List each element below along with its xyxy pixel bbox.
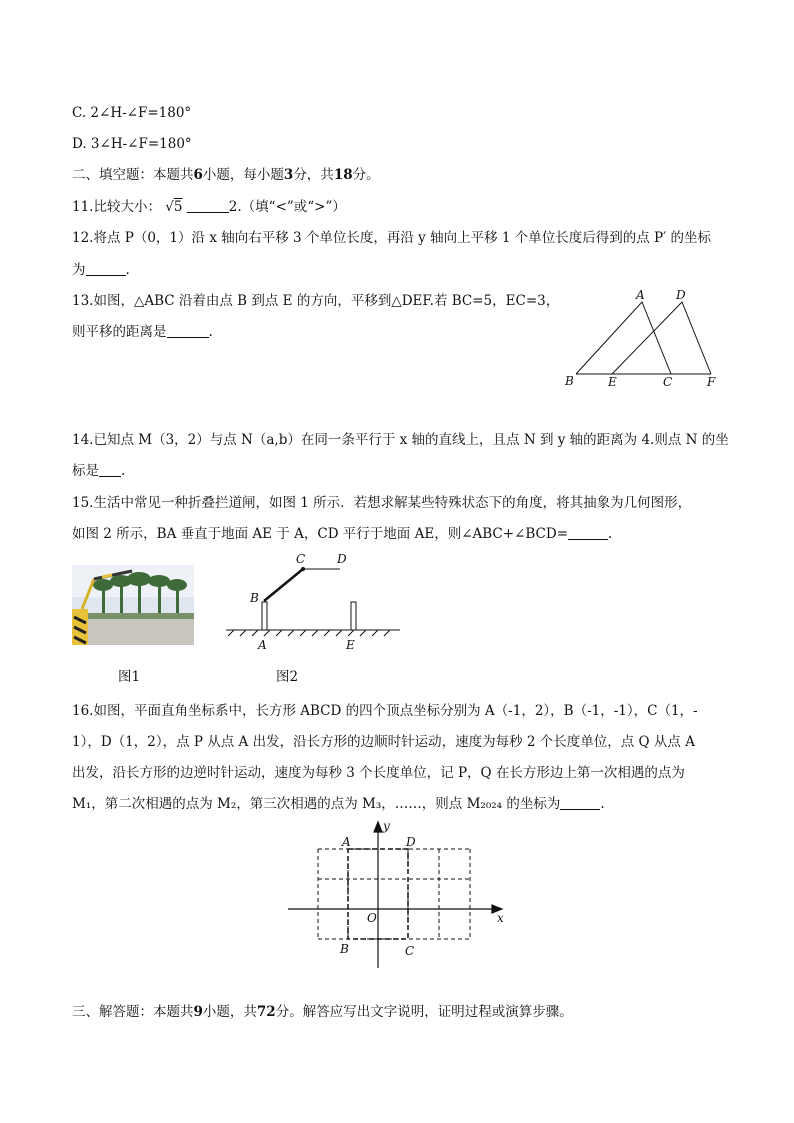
label-a: A: [342, 835, 351, 849]
q16-line2: 1），D（1，2），点 P 从点 A 出发，沿长方形的边顺时针运动，速度为每秒 2 个长度单位，点 Q 从点 A: [72, 734, 695, 750]
fig1-caption: 图1: [118, 669, 141, 685]
q14-answer-blank[interactable]: [99, 462, 121, 477]
post-e: [351, 602, 356, 630]
post-ba: [262, 602, 267, 630]
q12-line1: 12.将点 P（0，1）沿 x 轴向右平移 3 个单位长度，再沿 y 轴向上平移 1 个单位长度后得到的点 P′ 的坐标: [72, 230, 712, 246]
label-e: E: [346, 638, 355, 652]
fig2-caption: 图2: [276, 669, 299, 685]
gate-post: [72, 609, 88, 645]
label-c: C: [405, 944, 415, 958]
q13-line1: 13.如图，△ABC 沿着由点 B 到点 E 的方向，平移到△DEF.若 BC=5，EC=3，: [72, 293, 560, 309]
q15-answer-blank[interactable]: [568, 525, 608, 540]
label-a: A: [636, 290, 645, 302]
label-d: D: [337, 552, 347, 566]
point-c: [301, 567, 305, 571]
label-y: y: [383, 819, 390, 833]
q16-line1: 16.如图，平面直角坐标系中，长方形 ABCD 的四个顶点坐标分别为 A（-1，2），B（-1，-1），C（1，-: [72, 703, 698, 719]
label-f: F: [707, 375, 716, 389]
ground-hatching: [228, 630, 390, 636]
q15-line1: 15.生活中常见一种折叠拦道闸，如图 1 所示．若想求解某些特殊状态下的角度，将其抽象为几何图形，: [72, 495, 692, 511]
q12-line2: 为 .: [72, 262, 130, 278]
label-b: B: [250, 591, 259, 605]
sqrt-symbol: √: [165, 199, 174, 215]
segment-bc: [264, 569, 303, 601]
q16-line3: 出发，沿长方形的边逆时针运动，速度为每秒 3 个长度单位，记 P，Q 在长方形边上第一次相遇的点为: [72, 765, 685, 781]
label-e: E: [608, 375, 617, 389]
q14-line1: 14.已知点 M（3，2）与点 N（a,b）在同一条平行于 x 轴的直线上，且点 N 到 y 轴的距离为 4.则点 N 的坐: [72, 432, 729, 448]
q11-answer-blank[interactable]: [187, 198, 229, 213]
grid-dashed: [318, 849, 470, 939]
option-d: D. 3∠H-∠F=180°: [72, 136, 192, 152]
q15-geometry-figure: [222, 552, 404, 652]
section3-heading: 三、解答题：本题共9小题，共72分。解答应写出文字说明，证明过程或演算步骤。: [72, 1004, 573, 1020]
label-c: C: [296, 552, 306, 566]
section2-heading: 二、填空题：本题共6小题，每小题3分，共18分。: [72, 167, 380, 183]
q16-coordinate-figure: [284, 816, 512, 974]
q14-line2: 标是 .: [72, 463, 126, 479]
q13-answer-blank[interactable]: [167, 323, 209, 338]
label-x: x: [497, 911, 504, 925]
triangle-abc: [576, 302, 671, 374]
label-a: A: [258, 638, 267, 652]
y-axis-arrow: [374, 822, 382, 832]
q13-triangle-figure: [560, 290, 730, 390]
label-b: B: [565, 374, 574, 388]
q15-line2: 如图 2 所示，BA 垂直于地面 AE 于 A，CD 平行于地面 AE，则∠ABC+∠BCD= .: [72, 526, 613, 542]
q11-line: 11.比较大小： √5 2.（填“<”或“>”）: [72, 199, 346, 215]
q12-answer-blank[interactable]: [86, 261, 126, 276]
sqrt-radicand: 5: [173, 199, 183, 215]
q13-line2: 则平移的距离是 .: [72, 324, 213, 340]
label-o: O: [367, 911, 377, 925]
barrier-gate-photo: [72, 565, 194, 645]
option-c: C. 2∠H-∠F=180°: [72, 105, 192, 121]
triangle-def: [612, 302, 711, 374]
label-c: C: [663, 375, 673, 389]
label-d: D: [676, 290, 686, 302]
q16-answer-blank[interactable]: [560, 795, 600, 810]
q16-line4: M₁，第二次相遇的点为 M₂，第三次相遇的点为 M₃，……，则点 M₂₀₂₄ 的坐标为 .: [72, 796, 605, 812]
label-b: B: [340, 942, 349, 956]
label-d: D: [406, 835, 416, 849]
